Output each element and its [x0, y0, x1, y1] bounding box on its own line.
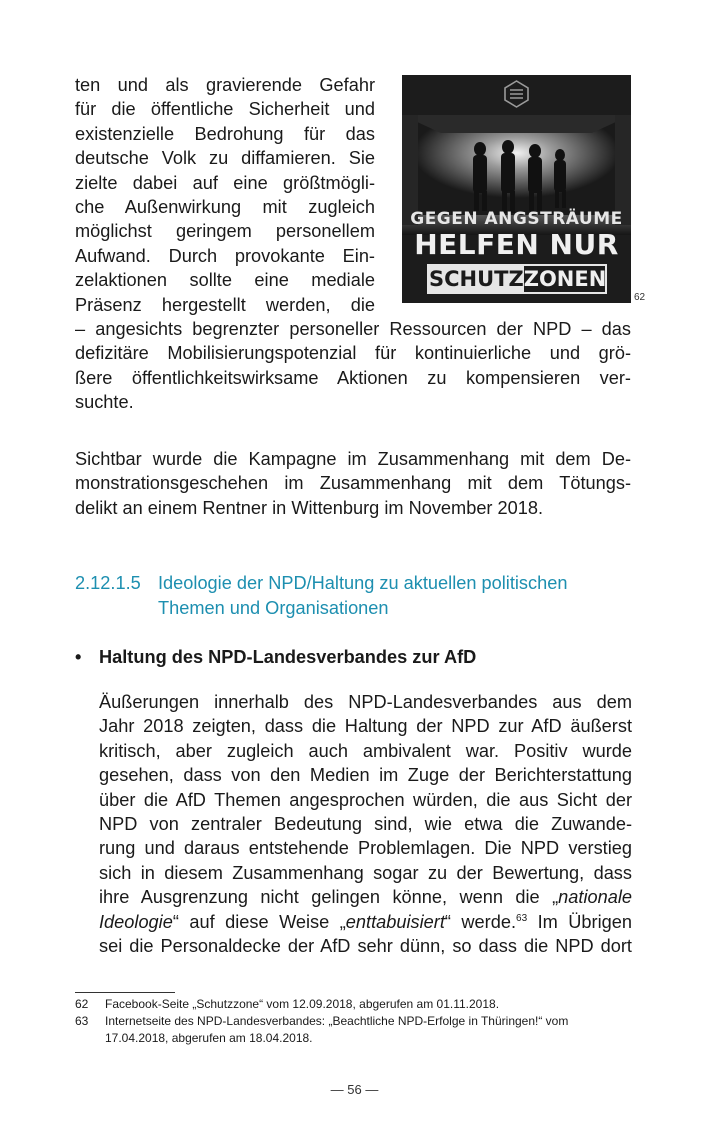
text-line	[99, 885, 632, 909]
text-line: NPD von zentraler Bedeutung sind, wie etwa die Zuwande-	[99, 813, 632, 834]
text-line: über die AfD Themen angesprochen würden, die aus Sicht der	[99, 789, 632, 810]
section-title-line: Ideologie der NPD/Haltung zu aktuellen politischen	[158, 573, 568, 593]
emphasis-text: nationale	[558, 887, 632, 908]
footnotes	[75, 996, 635, 1047]
paragraph-campaign-visibility	[75, 447, 631, 520]
image-text-box	[427, 264, 607, 294]
footnote-62	[75, 996, 635, 1013]
text-line: zielte dabei auf eine größtmögli-	[75, 172, 375, 193]
bullet-label: Haltung des NPD-Landesverbandes zur AfD	[99, 647, 477, 667]
footnote-ref: 63	[516, 912, 528, 924]
section-title-line: Themen und Organisationen	[158, 598, 389, 618]
footnote-number: 62	[75, 997, 89, 1011]
emphasis-text: Ideologie	[99, 911, 173, 932]
page-number: — 56 —	[330, 1082, 379, 1097]
text-line: che Außenwirkung mit zugleich	[75, 196, 375, 217]
paragraph-afd-stance	[99, 690, 632, 958]
text-line: deutsche Volk zu diffamieren. Sie	[75, 148, 375, 169]
text-line: gesehen, dass von den Medien im Zuge der Berichterstattung	[99, 765, 632, 786]
text-line: Sichtbar wurde die Kampagne im Zusammenhang mit dem De-	[75, 449, 631, 469]
section-number: 2.12.1.5	[75, 573, 141, 593]
text-line: rung und daraus entstehende Problemlagen. Die NPD verstieg	[99, 838, 632, 859]
text-line: monstrationsgeschehen im Zusammenhang mit dem Tötungs-	[75, 473, 631, 494]
image-text-zonen: ZONEN	[523, 267, 607, 291]
text-line: sich in diesem Zusammenhang sogar zu der Bewertung, dass	[99, 862, 632, 883]
footnote-text: Facebook-Seite „Schutzzone“ vom 12.09.2018, abgerufen am 01.11.2018.	[105, 997, 500, 1011]
section-title	[158, 571, 638, 621]
intro-paragraph	[75, 73, 375, 317]
intro-continuation	[75, 317, 631, 415]
image-text-line2: HELFEN NUR	[414, 228, 619, 261]
text-line: delikt an einem Rentner in Wittenburg im November 2018.	[75, 497, 544, 518]
emphasis-text: enttabuisiert	[345, 911, 445, 932]
text-line	[99, 910, 632, 934]
text-line: existenzielle Bedrohung für das	[75, 123, 375, 144]
image-text-line1: GEGEN ANGSTRÄUME	[410, 209, 623, 229]
campaign-image	[402, 75, 631, 303]
footnote-text: Internetseite des NPD-Landesverbandes: „Beachtliche NPD-Erfolge in Thüringen!“ vom 17.04.2018, abgerufen am 18.04.2018.	[105, 1014, 569, 1045]
text-line: – angesichts begrenzter personeller Ressourcen der NPD – das	[75, 319, 631, 339]
text-fragment: ihre Ausgrenzung nicht gelingen könne, wenn die „	[99, 887, 559, 908]
text-line: ten und als gravierende Gefahr	[75, 75, 375, 95]
bullet-icon: •	[75, 647, 82, 667]
text-fragment: “ werde.	[444, 911, 517, 932]
text-line: ßere öffentlichkeitswirksame Aktionen zu kompensieren ver-	[75, 367, 631, 388]
footnote-number: 63	[75, 1014, 89, 1028]
text-line: möglichst geringem personellem	[75, 221, 375, 242]
text-line: defizitäre Mobilisierungspotenzial für kontinuierliche und grö-	[75, 343, 631, 364]
footnote-divider	[75, 992, 175, 993]
image-footnote-ref: 62	[634, 292, 646, 303]
image-text-schutz: SCHUTZ	[429, 267, 524, 291]
text-line: sei die Personaldecke der AfD sehr dünn, so dass die NPD dort	[99, 935, 632, 956]
text-fragment: “ auf diese Weise „	[172, 911, 346, 932]
text-line: suchte.	[75, 392, 134, 413]
text-line: zelaktionen sollte eine mediale	[75, 270, 375, 291]
text-line: Präsenz hergestellt werden, die	[75, 294, 375, 315]
text-line: kritisch, aber zugleich auch ambivalent war. Positiv wurde	[99, 740, 632, 761]
footnote-63	[75, 1013, 635, 1047]
text-line: Äußerungen innerhalb des NPD-Landesverbandes aus dem	[99, 692, 632, 712]
text-line: für die öffentliche Sicherheit und	[75, 99, 375, 120]
text-fragment: Im Übrigen	[527, 911, 632, 932]
text-line: Aufwand. Durch provokante Ein-	[75, 245, 375, 266]
text-line: Jahr 2018 zeigten, dass die Haltung der NPD zur AfD äußerst	[99, 716, 632, 737]
